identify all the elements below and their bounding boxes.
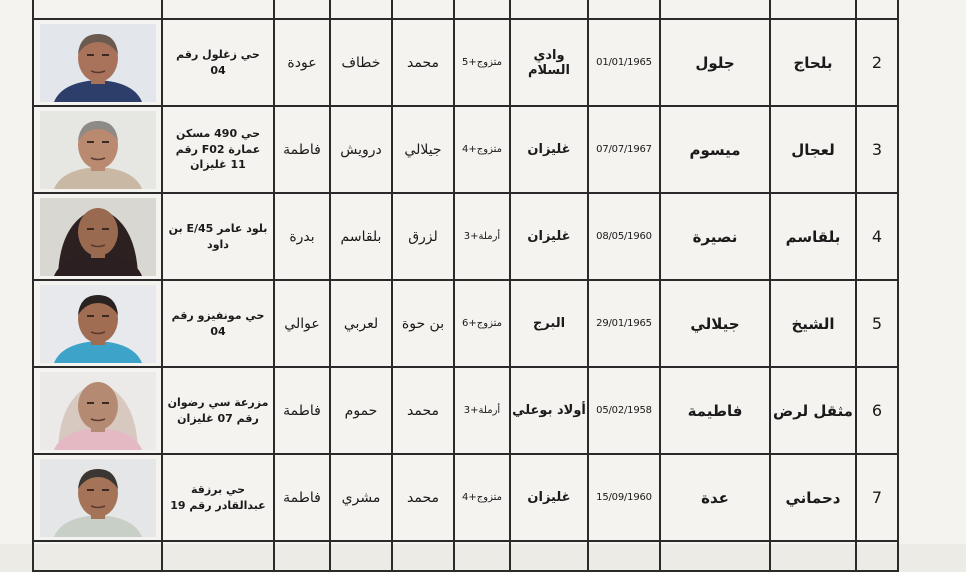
- first-name-cell: ميسوم: [660, 106, 770, 193]
- face: [78, 208, 118, 256]
- right-eye: [102, 228, 109, 230]
- portrait-photo: [40, 372, 156, 450]
- portrait-photo: [40, 285, 156, 363]
- mother-last-name-cell: درويش: [330, 106, 392, 193]
- left-eye: [87, 315, 94, 317]
- mother-first-name-cell: بدرة: [274, 193, 330, 280]
- family-status-cell: أرملة+3: [454, 367, 510, 454]
- face: [78, 382, 118, 430]
- birth-place-cell: غليزان: [510, 193, 588, 280]
- family-status-cell: متزوج+6: [454, 280, 510, 367]
- right-eye: [102, 141, 109, 143]
- birth-date-cell: [588, 0, 660, 19]
- mother-first-name-cell: عودة: [274, 19, 330, 106]
- birth-place-cell: [510, 0, 588, 19]
- place-cell: [510, 541, 588, 571]
- first-name-cell: جلول: [660, 19, 770, 106]
- photo-cell: [33, 0, 162, 19]
- father-name-cell: محمد: [392, 19, 454, 106]
- address-cell: حي برزقة عبدالقادر رقم 19: [162, 454, 274, 541]
- row-number-cell: 5: [856, 280, 898, 367]
- mother-first-cell: [274, 541, 330, 571]
- mother-last-name-cell: مشري: [330, 454, 392, 541]
- father-name-cell: [392, 0, 454, 19]
- table-row: [33, 280, 898, 367]
- birth-date-cell: 05/02/1958: [588, 367, 660, 454]
- table-row: [33, 193, 898, 280]
- photo-cell: [33, 541, 162, 571]
- portrait-photo: [40, 198, 156, 276]
- birth-date-cell: 15/09/1960: [588, 454, 660, 541]
- mother-last-name-cell: لعربي: [330, 280, 392, 367]
- birth-date-cell: 01/01/1965: [588, 19, 660, 106]
- address-cell: حي 490 مسكن عمارة F02 رقم 11 غليزان: [162, 106, 274, 193]
- first-name-cell: فاطيمة: [660, 367, 770, 454]
- birth-date-cell: 29/01/1965: [588, 280, 660, 367]
- num-cell: [856, 541, 898, 571]
- birth-place-cell: البرج: [510, 280, 588, 367]
- mother-first-name-cell: فاطمة: [274, 454, 330, 541]
- address-cell: [162, 0, 274, 19]
- row-number-cell: 6: [856, 367, 898, 454]
- family-status-cell: متزوج+5: [454, 19, 510, 106]
- father-name-cell: بن حوة: [392, 280, 454, 367]
- photo-cell: [33, 193, 162, 280]
- last-name-cell: بلحاج: [770, 19, 856, 106]
- portrait-photo: [40, 24, 156, 102]
- right-eye: [102, 54, 109, 56]
- roster-table: [32, 0, 899, 572]
- father-name-cell: محمد: [392, 367, 454, 454]
- mother-first-name-cell: عوالي: [274, 280, 330, 367]
- left-eye: [87, 54, 94, 56]
- address-cell: حي زغلول رقم 04: [162, 19, 274, 106]
- table-row: [33, 367, 898, 454]
- roster-body: [33, 0, 898, 571]
- birth-place-cell: وادي السلام: [510, 19, 588, 106]
- left-eye: [87, 228, 94, 230]
- mother-last-name-cell: حموم: [330, 367, 392, 454]
- birth-date-cell: 07/07/1967: [588, 106, 660, 193]
- last-name-cell: دحماني: [770, 454, 856, 541]
- row-number-cell: 7: [856, 454, 898, 541]
- address-cell: حي مونفيزو رقم 04: [162, 280, 274, 367]
- mother-last-name-cell: بلقاسم: [330, 193, 392, 280]
- table-row: [33, 106, 898, 193]
- last-name-cell: [770, 0, 856, 19]
- address-cell: مزرعة سي رضوان رقم 07 غليزان: [162, 367, 274, 454]
- mother-first-name-cell: فاطمة: [274, 106, 330, 193]
- father-name-cell: لزرق: [392, 193, 454, 280]
- photo-cell: [33, 19, 162, 106]
- family-status-cell: متزوج+4: [454, 106, 510, 193]
- photo-cell: [33, 280, 162, 367]
- table-row-partial-bottom: [33, 541, 898, 571]
- first-name-cell: [660, 0, 770, 19]
- left-eye: [87, 489, 94, 491]
- left-eye: [87, 141, 94, 143]
- birth-place-cell: غليزان: [510, 106, 588, 193]
- address-cell: بلود عامر E/45 بن داود: [162, 193, 274, 280]
- family-status-cell: متزوج+4: [454, 454, 510, 541]
- row-number-cell: 4: [856, 193, 898, 280]
- row-number-cell: [856, 0, 898, 19]
- first-cell: [660, 541, 770, 571]
- table-row: [33, 454, 898, 541]
- first-name-cell: جيلالي: [660, 280, 770, 367]
- photo-cell: [33, 454, 162, 541]
- mother-last-name-cell: [330, 0, 392, 19]
- table-row-partial-top: [33, 0, 898, 19]
- birth-date-cell: 08/05/1960: [588, 193, 660, 280]
- first-name-cell: عدة: [660, 454, 770, 541]
- mother-last-name-cell: خطاف: [330, 19, 392, 106]
- father-name-cell: محمد: [392, 454, 454, 541]
- last-name-cell: بلقاسم: [770, 193, 856, 280]
- last-cell: [770, 541, 856, 571]
- father-name-cell: جيلالي: [392, 106, 454, 193]
- first-name-cell: نصيرة: [660, 193, 770, 280]
- family-status-cell: [454, 0, 510, 19]
- row-number-cell: 3: [856, 106, 898, 193]
- photo-cell: [33, 106, 162, 193]
- photo-cell: [33, 367, 162, 454]
- status-cell: [454, 541, 510, 571]
- last-name-cell: الشيخ: [770, 280, 856, 367]
- birth-place-cell: أولاد بوعلي: [510, 367, 588, 454]
- portrait-photo: [40, 459, 156, 537]
- right-eye: [102, 315, 109, 317]
- addr-cell: [162, 541, 274, 571]
- mother-last-cell: [330, 541, 392, 571]
- portrait-photo: [40, 111, 156, 189]
- mother-first-name-cell: فاطمة: [274, 367, 330, 454]
- mother-first-name-cell: [274, 0, 330, 19]
- left-eye: [87, 402, 94, 404]
- right-eye: [102, 489, 109, 491]
- last-name-cell: مثقل لرض: [770, 367, 856, 454]
- row-number-cell: 2: [856, 19, 898, 106]
- date-cell: [588, 541, 660, 571]
- table-row: [33, 19, 898, 106]
- last-name-cell: لعجال: [770, 106, 856, 193]
- father-cell: [392, 541, 454, 571]
- birth-place-cell: غليزان: [510, 454, 588, 541]
- family-status-cell: أرملة+3: [454, 193, 510, 280]
- right-eye: [102, 402, 109, 404]
